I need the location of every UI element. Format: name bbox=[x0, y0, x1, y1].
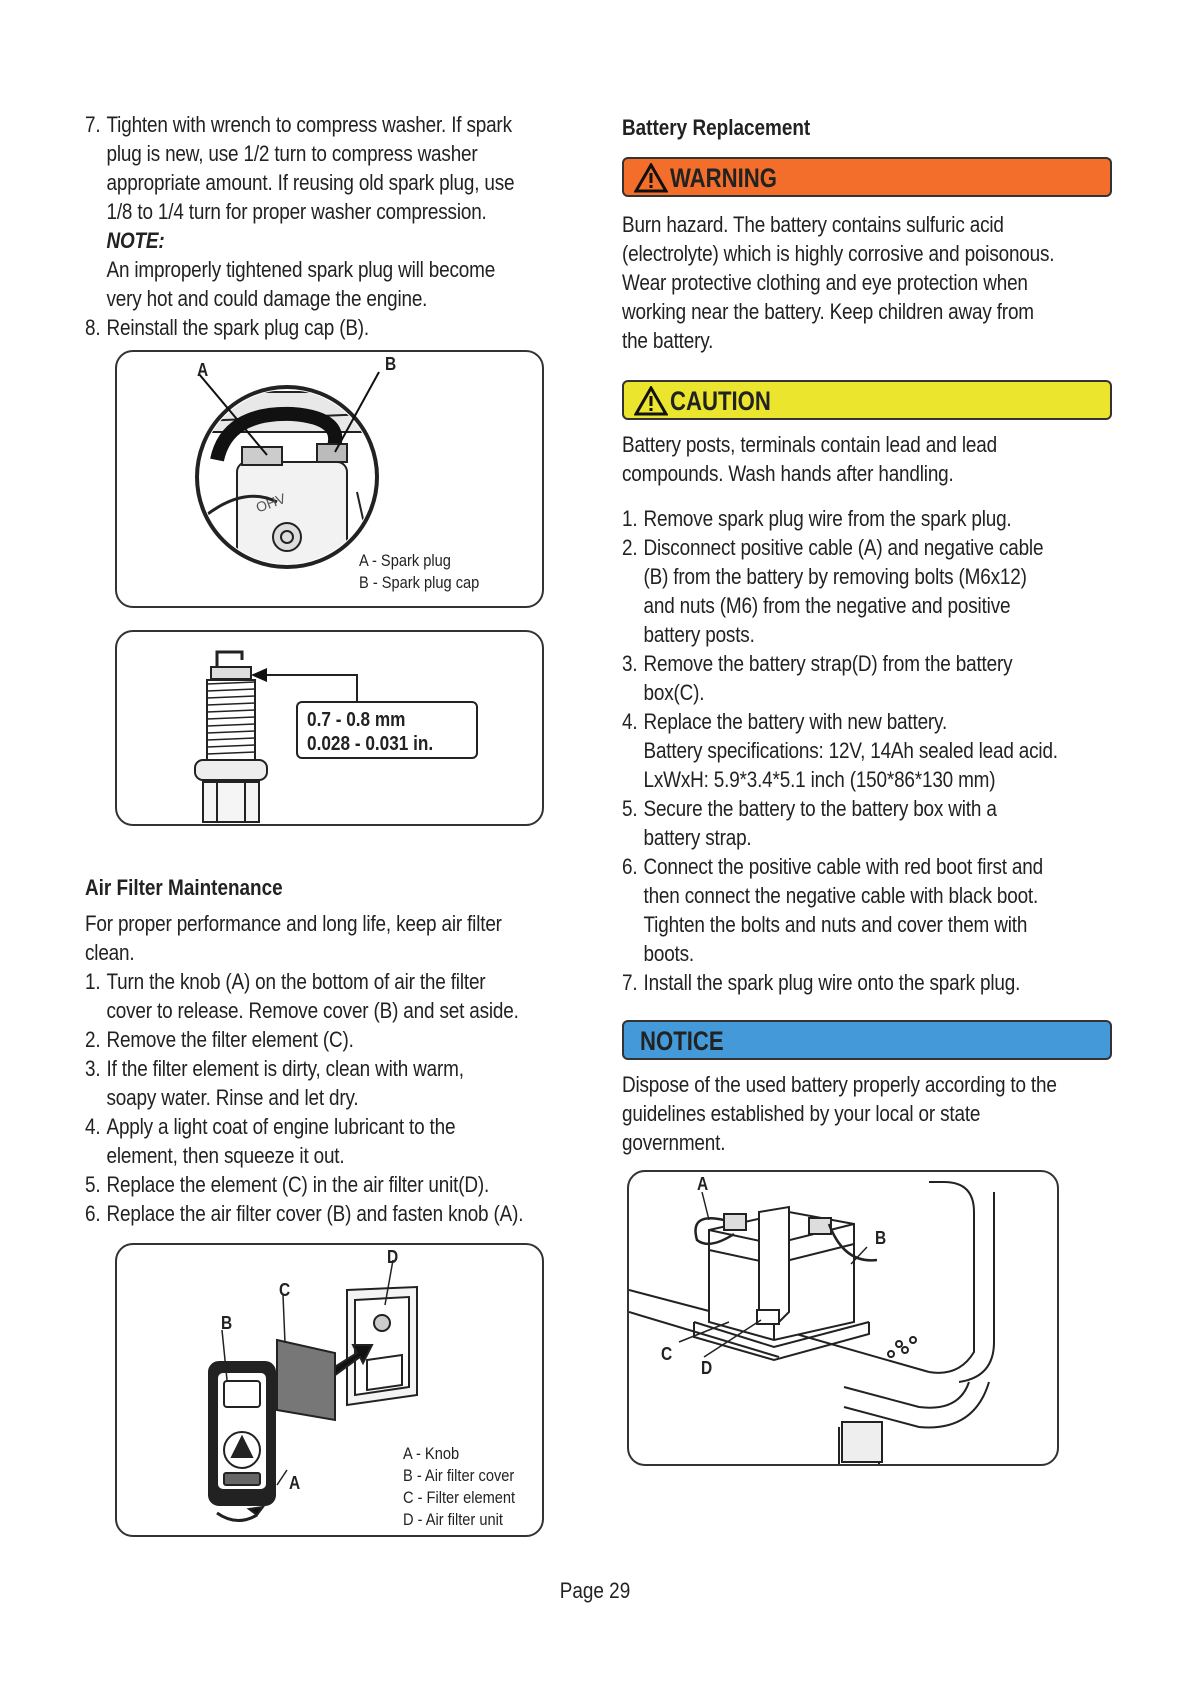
step-number: 8. bbox=[85, 315, 101, 340]
step-number: 7. bbox=[622, 970, 638, 995]
step-line: and nuts (M6) from the negative and positive bbox=[643, 593, 1011, 618]
list-item bbox=[85, 1112, 584, 1170]
legend-item: B - Spark plug cap bbox=[359, 573, 480, 592]
step-line: Disconnect positive cable (A) and negative cable bbox=[643, 535, 1044, 560]
step-number: 5. bbox=[622, 796, 638, 821]
step-line: If the filter element is dirty, clean with warm, bbox=[106, 1056, 464, 1081]
step-line: box(C). bbox=[643, 680, 705, 705]
step-line: then connect the negative cable with black boot. bbox=[643, 883, 1039, 908]
air-filter-section bbox=[85, 873, 585, 1228]
legend-item: A - Spark plug bbox=[359, 551, 451, 570]
list-item bbox=[622, 649, 1121, 707]
step-number: 4. bbox=[622, 709, 638, 734]
list-item bbox=[622, 968, 1121, 997]
list-item bbox=[622, 794, 1121, 852]
warning-line: the battery. bbox=[622, 328, 714, 353]
caution-line: compounds. Wash hands after handling. bbox=[622, 461, 954, 486]
section-heading: Air Filter Maintenance bbox=[85, 875, 283, 900]
step-line: Tighten the bolts and nuts and cover them with bbox=[643, 912, 1028, 937]
air-filter-figure bbox=[115, 1243, 544, 1537]
step-line: 1/8 to 1/4 turn for proper washer compression. bbox=[106, 199, 487, 224]
warning-text bbox=[622, 210, 1122, 355]
notice-label: NOTICE bbox=[640, 1026, 724, 1056]
callout-a: A bbox=[289, 1473, 301, 1493]
step-line: Replace the air filter cover (B) and fasten knob (A). bbox=[106, 1201, 524, 1226]
page-number bbox=[0, 1578, 1190, 1604]
step-line: Apply a light coat of engine lubricant to the bbox=[106, 1114, 456, 1139]
warning-triangle-icon bbox=[634, 386, 668, 416]
figure-legend bbox=[359, 550, 479, 594]
warning-banner bbox=[622, 157, 1112, 197]
callout-d: D bbox=[387, 1247, 399, 1267]
step-number: 1. bbox=[85, 969, 101, 994]
step-number: 4. bbox=[85, 1114, 101, 1139]
legend-item: B - Air filter cover bbox=[403, 1466, 515, 1485]
page-number-text: Page 29 bbox=[559, 1578, 631, 1603]
step-number: 6. bbox=[622, 854, 638, 879]
notice-line: guidelines established by your local or state bbox=[622, 1101, 981, 1126]
list-item bbox=[85, 110, 584, 313]
callout-c: C bbox=[661, 1344, 673, 1364]
step-line: plug is new, use 1/2 turn to compress washer bbox=[106, 141, 478, 166]
notice-text bbox=[622, 1070, 1122, 1157]
notice-line: Dispose of the used battery properly according to the bbox=[622, 1072, 1057, 1097]
warning-triangle-icon bbox=[634, 163, 668, 193]
list-item bbox=[85, 1170, 584, 1199]
step-line: battery strap. bbox=[643, 825, 752, 850]
list-item bbox=[85, 1199, 584, 1228]
step-number: 3. bbox=[85, 1056, 101, 1081]
step-number: 2. bbox=[85, 1027, 101, 1052]
callout-a: A bbox=[697, 1174, 709, 1194]
step-number: 6. bbox=[85, 1201, 101, 1226]
legend-item: D - Air filter unit bbox=[403, 1510, 503, 1529]
warning-label: WARNING bbox=[670, 163, 778, 193]
step-line: Tighten with wrench to compress washer. If spark bbox=[106, 112, 512, 137]
step-line: soapy water. Rinse and let dry. bbox=[106, 1085, 359, 1110]
air-filter-text bbox=[85, 909, 584, 1228]
warning-line: Burn hazard. The battery contains sulfuric acid bbox=[622, 212, 1004, 237]
step-number: 1. bbox=[622, 506, 638, 531]
step-line: cover to release. Remove cover (B) and set aside. bbox=[106, 998, 519, 1023]
step-line: Secure the battery to the battery box with a bbox=[643, 796, 997, 821]
step-line: battery posts. bbox=[643, 622, 755, 647]
step-line: Install the spark plug wire onto the spark plug. bbox=[643, 970, 1021, 995]
warning-line: Wear protective clothing and eye protection when bbox=[622, 270, 1028, 295]
callout-a: A bbox=[197, 360, 209, 380]
list-item bbox=[622, 707, 1121, 794]
figure-legend bbox=[403, 1443, 515, 1531]
list-item bbox=[622, 504, 1121, 533]
list-item bbox=[622, 852, 1121, 968]
caution-text bbox=[622, 430, 1122, 488]
battery-heading-block bbox=[622, 113, 1122, 142]
step-number: 2. bbox=[622, 535, 638, 560]
left-column bbox=[85, 110, 585, 342]
list-item bbox=[85, 1054, 584, 1112]
legend-item: C - Filter element bbox=[403, 1488, 516, 1507]
step-number: 3. bbox=[622, 651, 638, 676]
callout-c: C bbox=[279, 1280, 291, 1300]
callout-b: B bbox=[221, 1313, 233, 1333]
step-line: Remove the filter element (C). bbox=[106, 1027, 354, 1052]
notice-banner bbox=[622, 1020, 1112, 1060]
list-item bbox=[622, 533, 1121, 649]
gap-mm-label: 0.7 - 0.8 mm bbox=[307, 709, 406, 731]
intro-line: For proper performance and long life, keep air filter bbox=[85, 911, 502, 936]
note-line: very hot and could damage the engine. bbox=[106, 286, 428, 311]
step-line: (B) from the battery by removing bolts (M6x12) bbox=[643, 564, 1027, 589]
step-number: 7. bbox=[85, 112, 101, 137]
step-number: 5. bbox=[85, 1172, 101, 1197]
intro-line: clean. bbox=[85, 940, 135, 965]
step-line: appropriate amount. If reusing old spark plug, use bbox=[106, 170, 515, 195]
step-line: LxWxH: 5.9*3.4*5.1 inch (150*86*130 mm) bbox=[643, 767, 996, 792]
spark-plug-steps bbox=[85, 110, 584, 342]
step-line: Remove spark plug wire from the spark plug. bbox=[643, 506, 1012, 531]
step-line: Replace the element (C) in the air filter unit(D). bbox=[106, 1172, 490, 1197]
step-line: Turn the knob (A) on the bottom of air the filter bbox=[106, 969, 486, 994]
list-item bbox=[85, 313, 584, 342]
step-line: Reinstall the spark plug cap (B). bbox=[106, 315, 369, 340]
step-line: element, then squeeze it out. bbox=[106, 1143, 345, 1168]
spark-plug-figure bbox=[115, 350, 544, 608]
battery-steps bbox=[622, 504, 1122, 997]
note-line: An improperly tightened spark plug will become bbox=[106, 257, 496, 282]
callout-d: D bbox=[701, 1358, 713, 1378]
step-line: Connect the positive cable with red boot first and bbox=[643, 854, 1043, 879]
warning-line: (electrolyte) which is highly corrosive and poisonous. bbox=[622, 241, 1055, 266]
notice-line: government. bbox=[622, 1130, 726, 1155]
gap-inch-label: 0.028 - 0.031 in. bbox=[307, 733, 434, 755]
callout-b: B bbox=[875, 1228, 887, 1248]
battery-illustration bbox=[629, 1172, 1057, 1464]
caution-line: Battery posts, terminals contain lead and lead bbox=[622, 432, 997, 457]
step-line: Replace the battery with new battery. bbox=[643, 709, 948, 734]
list-item bbox=[85, 1025, 584, 1054]
step-line: boots. bbox=[643, 941, 695, 966]
caution-label: CAUTION bbox=[670, 386, 771, 416]
spark-plug-gap-figure bbox=[115, 630, 544, 826]
engine-mark-label: OHV bbox=[253, 490, 288, 516]
battery-figure bbox=[627, 1170, 1059, 1466]
caution-banner bbox=[622, 380, 1112, 420]
note-heading: NOTE: bbox=[106, 228, 165, 253]
step-line: Remove the battery strap(D) from the battery bbox=[643, 651, 1013, 676]
legend-item: A - Knob bbox=[403, 1444, 460, 1463]
warning-line: working near the battery. Keep children away from bbox=[622, 299, 1034, 324]
callout-b: B bbox=[385, 354, 397, 374]
section-heading: Battery Replacement bbox=[622, 115, 811, 140]
list-item bbox=[85, 967, 584, 1025]
step-line: Battery specifications: 12V, 14Ah sealed lead acid. bbox=[643, 738, 1058, 763]
